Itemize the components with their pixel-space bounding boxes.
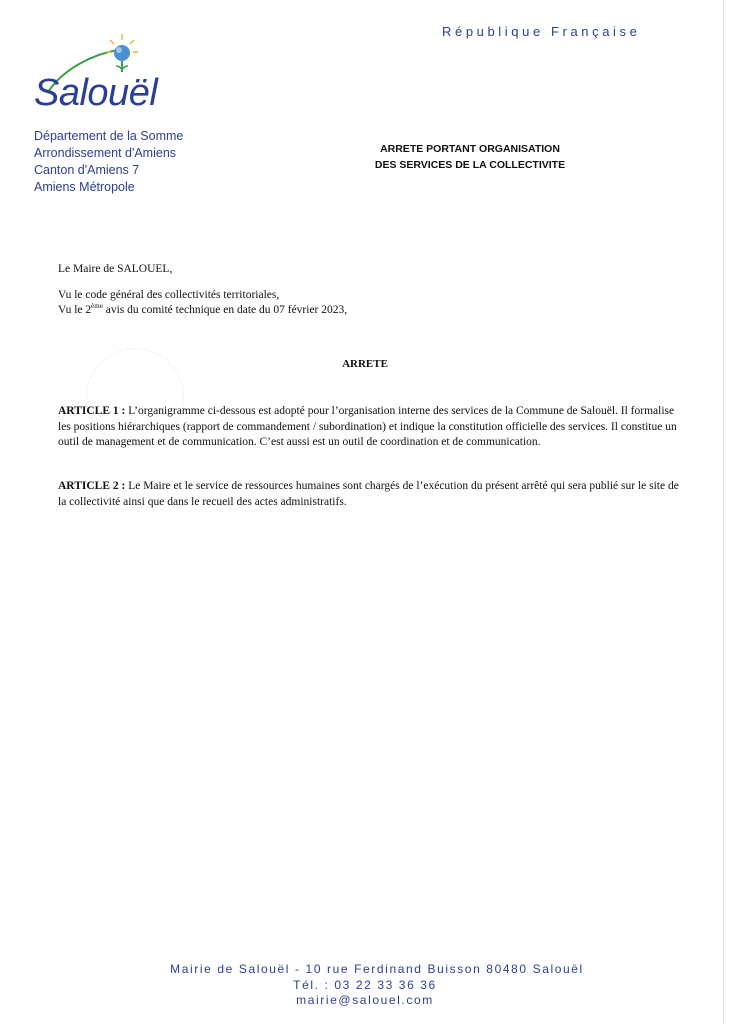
page-edge (723, 0, 724, 1024)
logo-wordmark: Salouël (34, 72, 158, 114)
footer-phone: Tél. : 03 22 33 36 36 (293, 977, 437, 992)
departement-line: Département de la Somme (34, 129, 184, 143)
article-2 (58, 479, 680, 510)
vu-avis-suffix: avis du comité technique en date du 07 février 2023, (102, 304, 348, 316)
footer-address: Mairie de Salouël - 10 rue Ferdinand Buisson 80480 Salouël (170, 962, 584, 976)
title-line-2: DES SERVICES DE LA COLLECTIVITE (374, 159, 566, 171)
article-2-text: Le Maire et le service de ressources humaines sont chargés de l’exécution du présent arrêté qui sera publié sur le site de la collectivité ainsi que dans le recueil des actes administratifs. (58, 480, 679, 508)
metropole-line: Amiens Métropole (34, 180, 135, 194)
article-1 (58, 404, 680, 451)
vu-avis-superscript: ème (91, 302, 103, 311)
article-1-text: L’organigramme ci-dessous est adopté pour l’organisation interne des services de la Commune de Salouël. Il formalise les positions hiérarchiques (rapport de commandement / subordination) et indique la constitution officielle des services. Il constitue un outil de management et de communication. C’est aussi est un outil de coordination et de communication. (58, 405, 677, 448)
salutation: Le Maire de SALOUEL, (58, 263, 173, 275)
vu-avis-line (58, 303, 347, 319)
article-2-label: ARTICLE 2 : (58, 480, 126, 492)
document-title (330, 141, 610, 173)
arrondissement-line: Arrondissement d'Amiens (34, 146, 177, 160)
salouel-logo (30, 32, 190, 122)
article-1-label: ARTICLE 1 : (58, 405, 126, 417)
republique-francaise-header: République Française (442, 24, 641, 39)
arrete-heading: ARRETE (342, 358, 388, 370)
footer (0, 962, 730, 1009)
vu-code-line: Vu le code général des collectivités territoriales, (58, 289, 280, 301)
title-line-1: ARRETE PORTANT ORGANISATION (380, 143, 560, 155)
administrative-info (34, 128, 183, 196)
footer-email: mairie@salouel.com (296, 993, 434, 1007)
canton-line: Canton d'Amiens 7 (34, 163, 140, 177)
vu-avis-prefix: Vu le 2 (58, 304, 92, 316)
